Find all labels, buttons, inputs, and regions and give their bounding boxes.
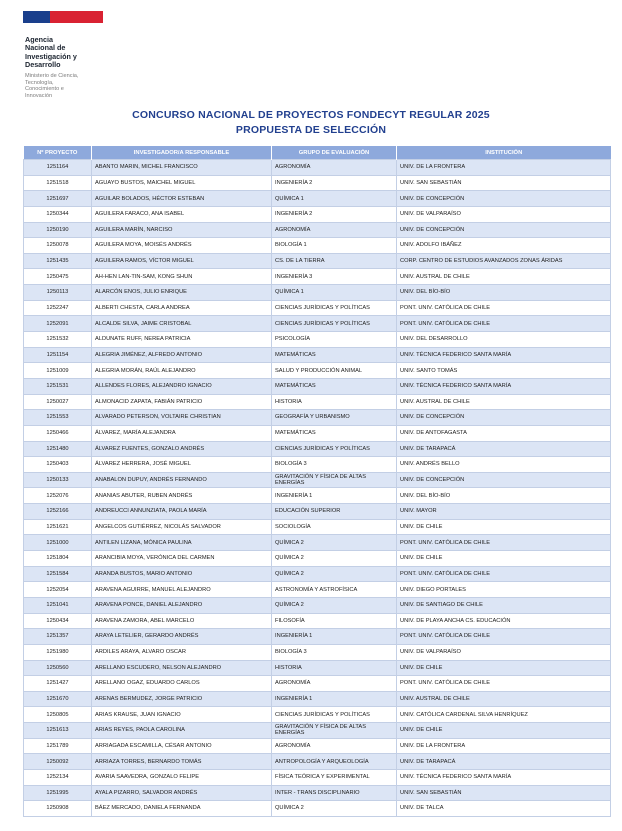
evaluation-group-cell: QUÍMICA 2	[272, 566, 397, 582]
table-row	[24, 410, 611, 426]
evaluation-group-cell: FILOSOFÍA	[272, 613, 397, 629]
project-number-cell: 1251041	[24, 597, 92, 613]
institution-cell: UNIV. DEL DESARROLLO	[397, 332, 611, 348]
institution-cell: UNIV. AUSTRAL DE CHILE	[397, 269, 611, 285]
institution-cell: UNIV. DE TARAPACÁ	[397, 441, 611, 457]
investigator-cell: ARAYA LETELIER, GERARDO ANDRÉS	[92, 629, 272, 645]
institution-cell: UNIV. DE TALCA	[397, 801, 611, 817]
institution-cell: UNIV. ADOLFO IBÁÑEZ	[397, 238, 611, 254]
evaluation-group-cell: CIENCIAS JURÍDICAS Y POLÍTICAS	[272, 316, 397, 332]
column-header-evaluation-group: GRUPO DE EVALUACIÓN	[272, 146, 397, 160]
evaluation-group-cell: SALUD Y PRODUCCIÓN ANIMAL	[272, 363, 397, 379]
project-number-cell: 1250092	[24, 754, 92, 770]
institution-cell: UNIV. AUSTRAL DE CHILE	[397, 691, 611, 707]
investigator-cell: ALEGRIA MORÁN, RAÚL ALEJANDRO	[92, 363, 272, 379]
project-number-cell: 1251435	[24, 253, 92, 269]
investigator-cell: ARRIAGADA ESCAMILLA, CÉSAR ANTONIO	[92, 738, 272, 754]
investigator-cell: AYALA PIZARRO, SALVADOR ANDRÉS	[92, 785, 272, 801]
project-number-cell: 1252054	[24, 582, 92, 598]
project-number-cell: 1250805	[24, 707, 92, 723]
table-row	[24, 285, 611, 301]
table-row	[24, 238, 611, 254]
institution-cell: UNIV. DE CHILE	[397, 551, 611, 567]
ministry-line: Tecnología,	[25, 79, 54, 86]
table-row	[24, 191, 611, 207]
project-number-cell: 1250403	[24, 457, 92, 473]
project-number-cell: 1252134	[24, 769, 92, 785]
evaluation-group-cell: CIENCIAS JURÍDICAS Y POLÍTICAS	[272, 441, 397, 457]
document-title	[0, 108, 622, 137]
investigator-cell: ARANDA BUSTOS, MARIO ANTONIO	[92, 566, 272, 582]
institution-cell: UNIV. DEL BÍO-BÍO	[397, 285, 611, 301]
institution-cell: UNIV. TÉCNICA FEDERICO SANTA MARÍA	[397, 378, 611, 394]
project-number-cell: 1251009	[24, 363, 92, 379]
project-number-cell: 1252091	[24, 316, 92, 332]
project-number-cell: 1250113	[24, 285, 92, 301]
investigator-cell: ARDILES ARAYA, ALVARO OSCAR	[92, 644, 272, 660]
project-number-cell: 1251531	[24, 378, 92, 394]
project-number-cell: 1251480	[24, 441, 92, 457]
institution-cell: UNIV. DE LA FRONTERA	[397, 738, 611, 754]
project-number-cell: 1250027	[24, 394, 92, 410]
evaluation-group-cell: MATEMÁTICAS	[272, 425, 397, 441]
project-number-cell: 1250560	[24, 660, 92, 676]
institution-cell: UNIV. SAN SEBASTIÁN	[397, 785, 611, 801]
table-row	[24, 300, 611, 316]
institution-cell: UNIV. DIEGO PORTALES	[397, 582, 611, 598]
project-number-cell: 1250133	[24, 472, 92, 488]
project-number-cell: 1251164	[24, 160, 92, 176]
table-row	[24, 582, 611, 598]
investigator-cell: AGUILERA FARACO, ANA ISABEL	[92, 206, 272, 222]
selection-table	[23, 146, 611, 817]
investigator-cell: ARELLANO ESCUDERO, NELSON ALEJANDRO	[92, 660, 272, 676]
investigator-cell: AGUILERA RAMOS, VÍCTOR MIGUEL	[92, 253, 272, 269]
table-row	[24, 441, 611, 457]
project-number-cell: 1251000	[24, 535, 92, 551]
investigator-cell: ALMONACID ZAPATA, FABIÁN PATRICIO	[92, 394, 272, 410]
table-row	[24, 566, 611, 582]
evaluation-group-cell: SOCIOLOGÍA	[272, 519, 397, 535]
institution-cell: UNIV. TÉCNICA FEDERICO SANTA MARÍA	[397, 769, 611, 785]
table-row	[24, 206, 611, 222]
ministry-line: Ministerio de Ciencia,	[25, 73, 79, 79]
institution-cell: UNIV. MAYOR	[397, 504, 611, 520]
investigator-cell: ANGELCOS GUTIÉRREZ, NICOLÁS SALVADOR	[92, 519, 272, 535]
evaluation-group-cell: GEOGRAFÍA Y URBANISMO	[272, 410, 397, 426]
evaluation-group-cell: MATEMÁTICAS	[272, 347, 397, 363]
project-number-cell: 1251789	[24, 738, 92, 754]
agency-name	[25, 36, 77, 70]
project-number-cell: 1251357	[24, 629, 92, 645]
investigator-cell: BÁEZ MERCADO, DANIELA FERNANDA	[92, 801, 272, 817]
evaluation-group-cell: AGRONOMÍA	[272, 160, 397, 176]
table-row	[24, 613, 611, 629]
project-number-cell: 1250434	[24, 613, 92, 629]
evaluation-group-cell: GRAVITACIÓN Y FÍSICA DE ALTAS ENERGÍAS	[272, 472, 397, 488]
evaluation-group-cell: CIENCIAS JURÍDICAS Y POLÍTICAS	[272, 300, 397, 316]
evaluation-group-cell: BIOLOGÍA 3	[272, 457, 397, 473]
table-row	[24, 707, 611, 723]
institution-cell: UNIV. SANTO TOMÁS	[397, 363, 611, 379]
table-row	[24, 160, 611, 176]
project-number-cell: 1252247	[24, 300, 92, 316]
investigator-cell: AH-HEN LAN-TIN-SAM, KONG SHUN	[92, 269, 272, 285]
project-number-cell: 1251532	[24, 332, 92, 348]
table-row	[24, 488, 611, 504]
column-header-institution: INSTITUCIÓN	[397, 146, 611, 160]
evaluation-group-cell: PSICOLOGÍA	[272, 332, 397, 348]
table-row	[24, 394, 611, 410]
table-row	[24, 269, 611, 285]
table-row	[24, 425, 611, 441]
project-number-cell: 1250475	[24, 269, 92, 285]
institution-cell: UNIV. DE ANTOFAGASTA	[397, 425, 611, 441]
evaluation-group-cell: BIOLOGÍA 3	[272, 644, 397, 660]
agency-line: Desarrollo	[25, 60, 61, 70]
table-row	[24, 691, 611, 707]
institution-cell: UNIV. DE CHILE	[397, 519, 611, 535]
agency-line: Nacional de	[25, 43, 66, 53]
project-number-cell: 1251613	[24, 723, 92, 739]
institution-cell: UNIV. DE CONCEPCIÓN	[397, 191, 611, 207]
evaluation-group-cell: INGENIERÍA 1	[272, 488, 397, 504]
investigator-cell: AVARIA SAAVEDRA, GONZALO FELIPE	[92, 769, 272, 785]
project-number-cell: 1251980	[24, 644, 92, 660]
institution-cell: UNIV. DEL BÍO-BÍO	[397, 488, 611, 504]
project-number-cell: 1251995	[24, 785, 92, 801]
investigator-cell: ARANCIBIA MOYA, VERÓNICA DEL CARMEN	[92, 551, 272, 567]
table-row	[24, 597, 611, 613]
table-header-row	[24, 146, 611, 160]
table-row	[24, 551, 611, 567]
table-row	[24, 801, 611, 817]
table-row	[24, 535, 611, 551]
project-number-cell: 1251621	[24, 519, 92, 535]
institution-cell: UNIV. CATÓLICA CARDENAL SILVA HENRÍQUEZ	[397, 707, 611, 723]
table-row	[24, 769, 611, 785]
investigator-cell: AGUILAR BOLADOS, HÉCTOR ESTEBAN	[92, 191, 272, 207]
investigator-cell: ALARCÓN ENOS, JULIO ENRIQUE	[92, 285, 272, 301]
evaluation-group-cell: CS. DE LA TIERRA	[272, 253, 397, 269]
institution-cell: PONT. UNIV. CATÓLICA DE CHILE	[397, 676, 611, 692]
evaluation-group-cell: QUÍMICA 1	[272, 191, 397, 207]
project-number-cell: 1251518	[24, 175, 92, 191]
flag-blue-band	[23, 11, 50, 23]
table-row	[24, 316, 611, 332]
evaluation-group-cell: BIOLOGÍA 1	[272, 238, 397, 254]
investigator-cell: ÁLVAREZ, MARÍA ALEJANDRA	[92, 425, 272, 441]
investigator-cell: ALEGRIA JIMÉNEZ, ALFREDO ANTONIO	[92, 347, 272, 363]
investigator-cell: ARIAS REYES, PAOLA CAROLINA	[92, 723, 272, 739]
investigator-cell: ALCALDE SILVA, JAIME CRISTOBAL	[92, 316, 272, 332]
evaluation-group-cell: QUÍMICA 1	[272, 285, 397, 301]
column-header-project-number: Nº PROYECTO	[24, 146, 92, 160]
table-row	[24, 347, 611, 363]
evaluation-group-cell: QUÍMICA 2	[272, 597, 397, 613]
institution-cell: PONT. UNIV. CATÓLICA DE CHILE	[397, 535, 611, 551]
institution-cell: PONT. UNIV. CATÓLICA DE CHILE	[397, 629, 611, 645]
ministry-line: Innovación	[25, 92, 53, 99]
evaluation-group-cell: CIENCIAS JURÍDICAS Y POLÍTICAS	[272, 707, 397, 723]
evaluation-group-cell: INGENIERÍA 1	[272, 629, 397, 645]
table-body	[24, 160, 611, 817]
institution-cell: UNIV. ANDRÉS BELLO	[397, 457, 611, 473]
evaluation-group-cell: QUÍMICA 2	[272, 801, 397, 817]
project-number-cell: 1250466	[24, 425, 92, 441]
table-row	[24, 754, 611, 770]
table-row	[24, 222, 611, 238]
institution-cell: UNIV. TÉCNICA FEDERICO SANTA MARÍA	[397, 347, 611, 363]
chile-flag-logo	[23, 11, 103, 23]
investigator-cell: ANDREUCCI ANNUNZIATA, PAOLA MARÍA	[92, 504, 272, 520]
investigator-cell: ALDUNATE RUFF, NEREA PATRICIA	[92, 332, 272, 348]
investigator-cell: ARRIAZA TORRES, BERNARDO TOMÁS	[92, 754, 272, 770]
investigator-cell: ARELLANO OGAZ, EDUARDO CARLOS	[92, 676, 272, 692]
project-number-cell: 1250908	[24, 801, 92, 817]
project-number-cell: 1252166	[24, 504, 92, 520]
evaluation-group-cell: AGRONOMÍA	[272, 738, 397, 754]
investigator-cell: AGUAYO BUSTOS, MAICHEL MIGUEL	[92, 175, 272, 191]
column-header-investigator: INVESTIGADOR/A RESPONSABLE	[92, 146, 272, 160]
institution-cell: UNIV. DE CONCEPCIÓN	[397, 410, 611, 426]
investigator-cell: ALBERTI CHESTA, CARLA ANDREA	[92, 300, 272, 316]
evaluation-group-cell: AGRONOMÍA	[272, 676, 397, 692]
project-number-cell: 1250190	[24, 222, 92, 238]
project-number-cell: 1251154	[24, 347, 92, 363]
ministry-line: Conocimiento e	[25, 86, 64, 93]
project-number-cell: 1250078	[24, 238, 92, 254]
investigator-cell: ANANIAS ABUTER, RUBEN ANDRÉS	[92, 488, 272, 504]
evaluation-group-cell: FÍSICA TEÓRICA Y EXPERIMENTAL	[272, 769, 397, 785]
investigator-cell: AGUILERA MARÍN, NARCISO	[92, 222, 272, 238]
title-line-1: CONCURSO NACIONAL DE PROYECTOS FONDECYT REGULAR 2025	[132, 109, 490, 121]
table-row	[24, 660, 611, 676]
table-row	[24, 738, 611, 754]
institution-cell: UNIV. DE TARAPACÁ	[397, 754, 611, 770]
table-row	[24, 676, 611, 692]
institution-cell: UNIV. DE PLAYA ANCHA CS. EDUCACIÓN	[397, 613, 611, 629]
investigator-cell: ANABALON DUPUY, ANDRÉS FERNANDO	[92, 472, 272, 488]
investigator-cell: ARENAS BERMUDEZ, JORGE PATRICIO	[92, 691, 272, 707]
institution-cell: UNIV. DE VALPARAÍSO	[397, 206, 611, 222]
institution-cell: UNIV. DE CONCEPCIÓN	[397, 222, 611, 238]
evaluation-group-cell: INGENIERÍA 2	[272, 175, 397, 191]
table-row	[24, 644, 611, 660]
table-row	[24, 457, 611, 473]
evaluation-group-cell: INGENIERÍA 1	[272, 691, 397, 707]
ministry-name	[25, 73, 78, 99]
investigator-cell: ALVARADO PETERSON, VOLTAIRE CHRISTIAN	[92, 410, 272, 426]
institution-cell: UNIV. AUSTRAL DE CHILE	[397, 394, 611, 410]
table-row	[24, 785, 611, 801]
table-row	[24, 519, 611, 535]
evaluation-group-cell: INGENIERÍA 2	[272, 206, 397, 222]
evaluation-group-cell: AGRONOMÍA	[272, 222, 397, 238]
table-row	[24, 253, 611, 269]
investigator-cell: ARIAS KRAUSE, JUAN IGNACIO	[92, 707, 272, 723]
evaluation-group-cell: QUÍMICA 2	[272, 535, 397, 551]
agency-line: Agencia	[25, 35, 53, 44]
investigator-cell: ABANTO MARIN, MICHEL FRANCISCO	[92, 160, 272, 176]
table-row	[24, 378, 611, 394]
institution-cell: UNIV. DE CONCEPCIÓN	[397, 472, 611, 488]
evaluation-group-cell: INTER - TRANS DISCIPLINARIO	[272, 785, 397, 801]
investigator-cell: ARAVENA ZAMORA, ABEL MARCELO	[92, 613, 272, 629]
investigator-cell: AGUILERA MOYA, MOISÉS ANDRÉS	[92, 238, 272, 254]
table-row	[24, 332, 611, 348]
investigator-cell: ALLENDES FLORES, ALEJANDRO IGNACIO	[92, 378, 272, 394]
institution-cell: PONT. UNIV. CATÓLICA DE CHILE	[397, 316, 611, 332]
investigator-cell: ÁLVAREZ HERRERA, JOSÉ MIGUEL	[92, 457, 272, 473]
table-row	[24, 504, 611, 520]
institution-cell: UNIV. DE CHILE	[397, 723, 611, 739]
evaluation-group-cell: EDUCACIÓN SUPERIOR	[272, 504, 397, 520]
table-row	[24, 175, 611, 191]
institution-cell: UNIV. DE VALPARAÍSO	[397, 644, 611, 660]
table-row	[24, 723, 611, 739]
evaluation-group-cell: QUÍMICA 2	[272, 551, 397, 567]
flag-red-band	[50, 11, 103, 23]
institution-cell: PONT. UNIV. CATÓLICA DE CHILE	[397, 300, 611, 316]
project-number-cell: 1251584	[24, 566, 92, 582]
institution-cell: UNIV. DE CHILE	[397, 660, 611, 676]
institution-cell: UNIV. DE LA FRONTERA	[397, 160, 611, 176]
table-row	[24, 363, 611, 379]
project-number-cell: 1251553	[24, 410, 92, 426]
institution-cell: UNIV. SAN SEBASTIÁN	[397, 175, 611, 191]
table-row	[24, 629, 611, 645]
table-row	[24, 472, 611, 488]
institution-cell: UNIV. DE SANTIAGO DE CHILE	[397, 597, 611, 613]
project-number-cell: 1251804	[24, 551, 92, 567]
project-number-cell: 1250344	[24, 206, 92, 222]
project-number-cell: 1251670	[24, 691, 92, 707]
evaluation-group-cell: HISTORIA	[272, 660, 397, 676]
project-number-cell: 1252076	[24, 488, 92, 504]
evaluation-group-cell: INGENIERÍA 3	[272, 269, 397, 285]
title-line-2: PROPUESTA DE SELECCIÓN	[235, 123, 387, 136]
project-number-cell: 1251427	[24, 676, 92, 692]
evaluation-group-cell: ASTRONOMÍA Y ASTROFÍSICA	[272, 582, 397, 598]
institution-cell: CORP. CENTRO DE ESTUDIOS AVANZADOS ZONAS ÁRIDAS	[397, 253, 611, 269]
agency-line: Investigación y	[25, 51, 77, 61]
investigator-cell: ARAVENA PONCE, DANIEL ALEJANDRO	[92, 597, 272, 613]
investigator-cell: ÁLVAREZ FUENTES, GONZALO ANDRÉS	[92, 441, 272, 457]
evaluation-group-cell: GRAVITACIÓN Y FÍSICA DE ALTAS ENERGÍAS	[272, 723, 397, 739]
investigator-cell: ARAVENA AGUIRRE, MANUEL ALEJANDRO	[92, 582, 272, 598]
evaluation-group-cell: ANTROPOLOGÍA Y ARQUEOLOGÍA	[272, 754, 397, 770]
institution-cell: PONT. UNIV. CATÓLICA DE CHILE	[397, 566, 611, 582]
evaluation-group-cell: MATEMÁTICAS	[272, 378, 397, 394]
investigator-cell: ANTILEN LIZANA, MÓNICA PAULINA	[92, 535, 272, 551]
project-number-cell: 1251697	[24, 191, 92, 207]
evaluation-group-cell: HISTORIA	[272, 394, 397, 410]
